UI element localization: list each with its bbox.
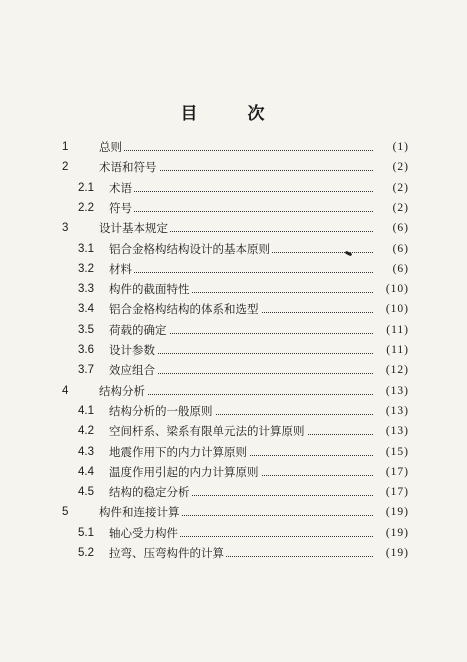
toc-entry-label: 设计基本规定 xyxy=(99,218,170,238)
toc-entry-number: 4.2 xyxy=(78,425,94,438)
toc-entry xyxy=(0,543,467,563)
toc-entry-number: 2.1 xyxy=(78,181,94,194)
toc-entry xyxy=(0,442,467,462)
toc-entry-label: 设计参数 xyxy=(109,340,157,360)
toc-entry-page: (13) xyxy=(375,421,409,441)
toc-entry-page: (11) xyxy=(375,340,409,360)
toc-entry-page: (2) xyxy=(375,198,409,218)
toc-entry-number: 4.1 xyxy=(78,404,94,417)
toc-leader-dots xyxy=(109,211,373,212)
toc-entry-page: (11) xyxy=(375,320,409,340)
toc-entry-number: 4 xyxy=(62,384,69,397)
toc-entry-number: 3 xyxy=(62,222,69,235)
toc-entry xyxy=(0,320,467,340)
toc-entry xyxy=(0,198,467,218)
page-title: 目 次 xyxy=(180,104,287,124)
toc-entry-page: (19) xyxy=(375,523,409,543)
toc-entry-page: (19) xyxy=(375,543,409,563)
toc-entry-label: 结构分析 xyxy=(99,381,147,401)
toc-entry-number: 1 xyxy=(62,141,69,153)
toc-entry-number: 2 xyxy=(62,161,69,174)
toc-entry-number: 3.7 xyxy=(78,364,94,377)
toc-entry-label: 铝合金格构结构的体系和选型 xyxy=(109,299,261,319)
toc-entry-page: (2) xyxy=(375,178,409,198)
toc-entry-label: 术语和符号 xyxy=(99,157,159,177)
toc-entry-label: 符号 xyxy=(109,198,134,218)
toc-entry-label: 空间杆系、梁系有限单元法的计算原则 xyxy=(109,421,307,441)
toc-entry-page: (13) xyxy=(375,381,409,401)
toc-entry-label: 温度作用引起的内力计算原则 xyxy=(109,462,261,482)
toc-entry xyxy=(0,523,467,543)
toc-entry-page: (6) xyxy=(375,218,409,238)
toc-entry-number: 3.4 xyxy=(78,303,94,316)
toc-entry-number: 3.3 xyxy=(78,283,94,296)
toc-entry xyxy=(0,340,467,360)
toc-entry-number: 5.2 xyxy=(78,547,94,559)
toc-entry-page: (1) xyxy=(375,137,409,157)
toc-entry-page: (17) xyxy=(375,462,409,482)
toc-entry xyxy=(0,401,467,421)
toc-entry-label: 荷载的确定 xyxy=(109,320,169,340)
toc-entry xyxy=(0,279,467,299)
toc-entry xyxy=(0,178,467,198)
toc-entry-label: 铝合金格构结构设计的基本原则 xyxy=(109,239,272,259)
toc-entry-number: 3.5 xyxy=(78,323,94,336)
toc-entry-page: (12) xyxy=(375,360,409,380)
toc-entry xyxy=(0,218,467,238)
toc-entry-number: 3.6 xyxy=(78,344,94,356)
toc-entry-number: 3.2 xyxy=(78,262,94,275)
toc-entry-label: 结构的稳定分析 xyxy=(109,482,192,502)
toc-entry-page: (2) xyxy=(375,157,409,177)
toc-entry-page: (6) xyxy=(375,239,409,259)
toc-entry xyxy=(0,157,467,177)
toc-entry xyxy=(0,239,467,259)
toc-entry-number: 3.1 xyxy=(78,242,94,255)
toc-entry-number: 4.3 xyxy=(78,445,94,458)
toc-entry xyxy=(0,137,467,157)
toc-entry xyxy=(0,462,467,482)
toc-entry xyxy=(0,360,467,380)
toc-leader-dots xyxy=(109,191,373,192)
toc-entry-number: 5 xyxy=(62,506,69,519)
toc-entry xyxy=(0,502,467,522)
toc-entry-label: 总则 xyxy=(99,137,124,157)
toc-entry-number: 4.4 xyxy=(78,465,94,478)
toc-entry-page: (19) xyxy=(375,502,409,522)
toc-entry xyxy=(0,421,467,441)
toc-entry-page: (10) xyxy=(375,279,409,299)
toc-entry-page: (6) xyxy=(375,259,409,279)
toc-entry-page: (10) xyxy=(375,299,409,319)
toc-entry-label: 轴心受力构件 xyxy=(109,523,180,543)
toc-entry-number: 4.5 xyxy=(78,486,94,499)
toc-leader-dots xyxy=(99,150,373,151)
toc-entry-label: 地震作用下的内力计算原则 xyxy=(109,442,249,462)
toc-entry xyxy=(0,259,467,279)
toc-entry-label: 结构分析的一般原则 xyxy=(109,401,215,421)
toc-entry-page: (15) xyxy=(375,442,409,462)
toc-entry xyxy=(0,482,467,502)
toc-entry-number: 2.2 xyxy=(78,201,94,214)
toc-entry-page: (13) xyxy=(375,401,409,421)
toc-entry xyxy=(0,299,467,319)
toc-entry-label: 拉弯、压弯构件的计算 xyxy=(109,543,226,563)
toc-entry-label: 术语 xyxy=(109,178,134,198)
toc-entry-label: 构件和连接计算 xyxy=(99,502,182,522)
toc-entry-label: 构件的截面特性 xyxy=(109,279,192,299)
toc-entry-label: 材料 xyxy=(109,259,134,279)
toc-entry-number: 5.1 xyxy=(78,526,94,539)
toc-entry-label: 效应组合 xyxy=(109,360,157,380)
toc-entry-page: (17) xyxy=(375,482,409,502)
toc-entry xyxy=(0,381,467,401)
toc-leader-dots xyxy=(109,272,373,273)
